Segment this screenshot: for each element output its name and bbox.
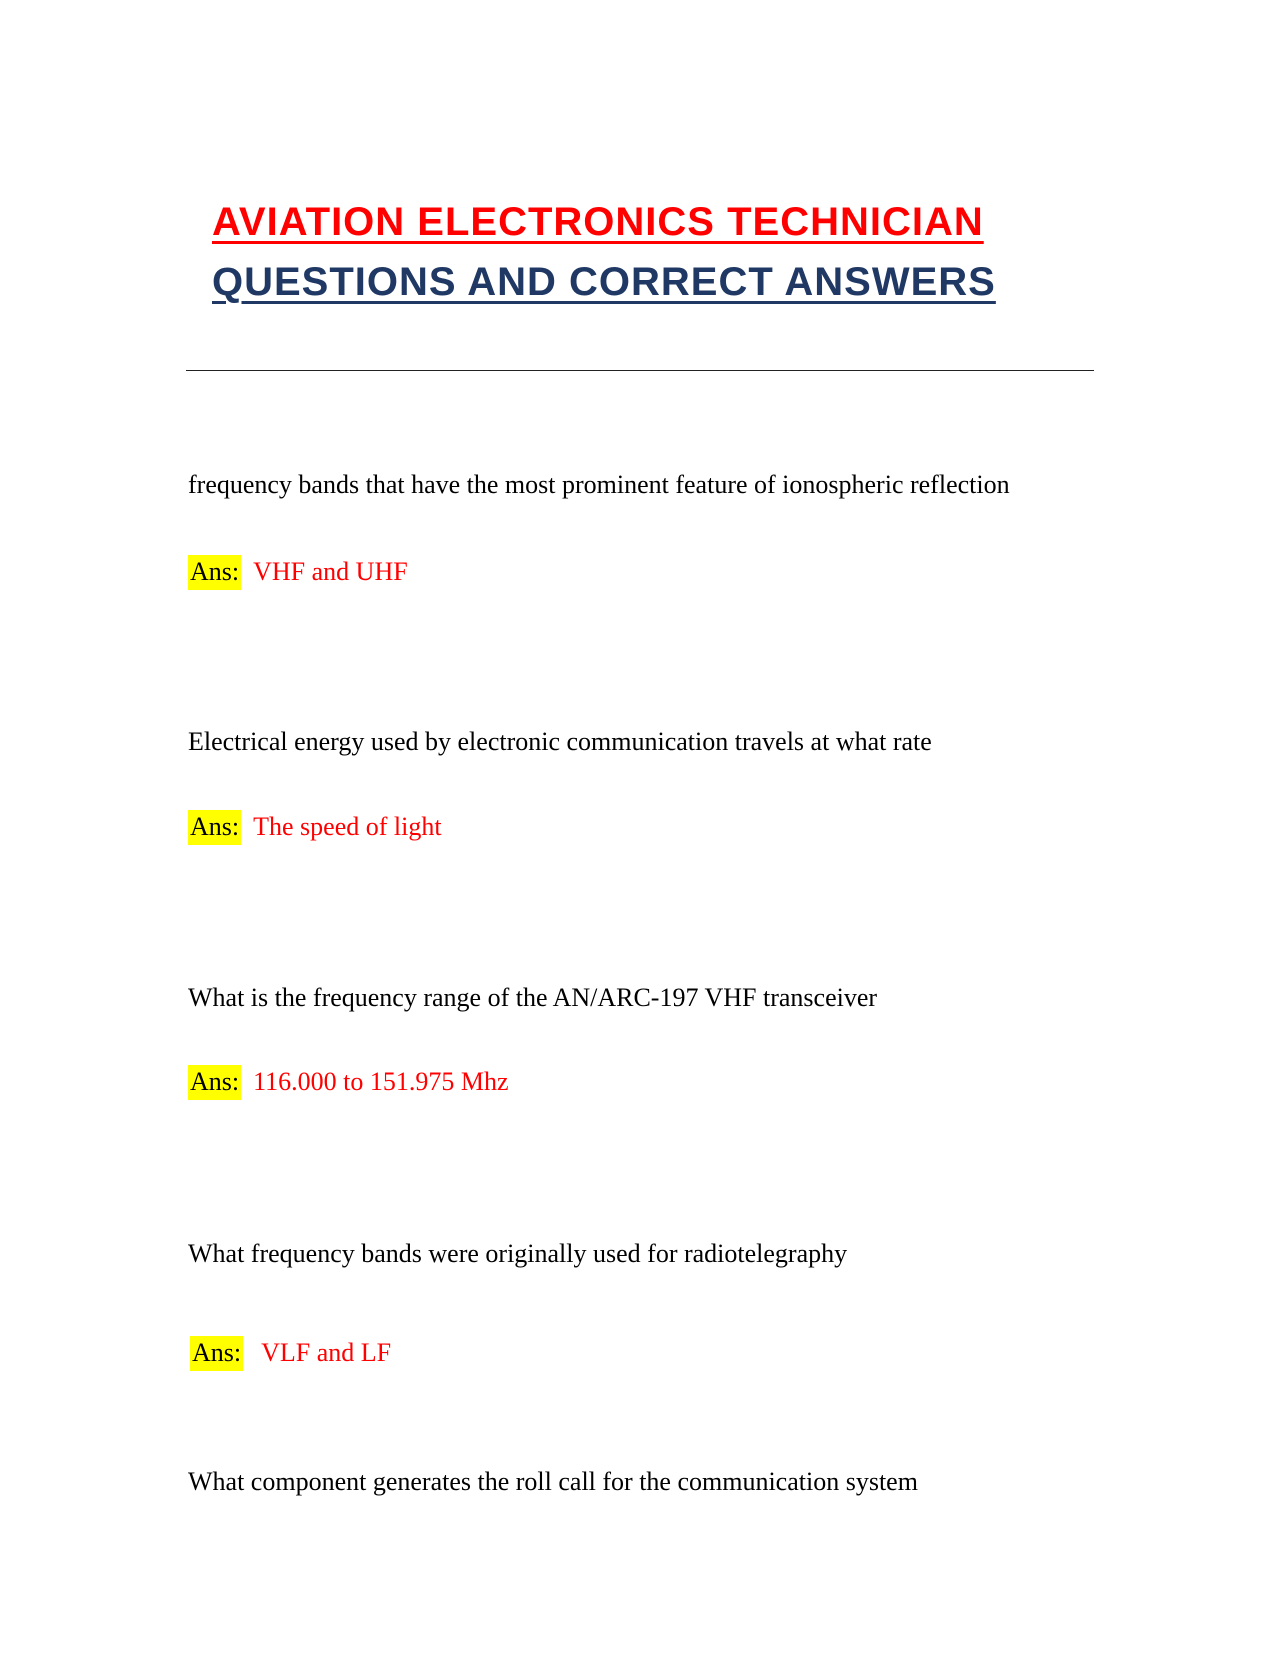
question-2: Electrical energy used by electronic communication travels at what rate: [188, 727, 932, 756]
answer-text: The speed of light: [253, 812, 442, 841]
question-1: frequency bands that have the most prominent feature of ionospheric reflection: [188, 470, 1010, 499]
document-title-line-2: QUESTIONS AND CORRECT ANSWERS: [212, 260, 996, 304]
answer-label: Ans:: [188, 1065, 241, 1100]
answer-text: VLF and LF: [261, 1338, 392, 1367]
answer-text: 116.000 to 151.975 Mhz: [253, 1067, 509, 1096]
answer-label: Ans:: [188, 810, 241, 845]
question-3: What is the frequency range of the AN/ARC-197 VHF transceiver: [188, 983, 878, 1012]
answer-label: Ans:: [190, 1336, 243, 1371]
answer-text: VHF and UHF: [253, 557, 408, 586]
answer-3: [188, 1069, 509, 1095]
answer-2: [188, 814, 442, 840]
question-5: What component generates the roll call for the communication system: [188, 1467, 918, 1496]
answer-1: [188, 559, 408, 585]
answer-label: Ans:: [188, 555, 241, 590]
document-title-line-1: AVIATION ELECTRONICS TECHNICIAN: [212, 200, 984, 244]
question-4: What frequency bands were originally used for radiotelegraphy: [188, 1239, 848, 1268]
answer-4: [190, 1340, 391, 1366]
title-divider: [186, 370, 1094, 371]
